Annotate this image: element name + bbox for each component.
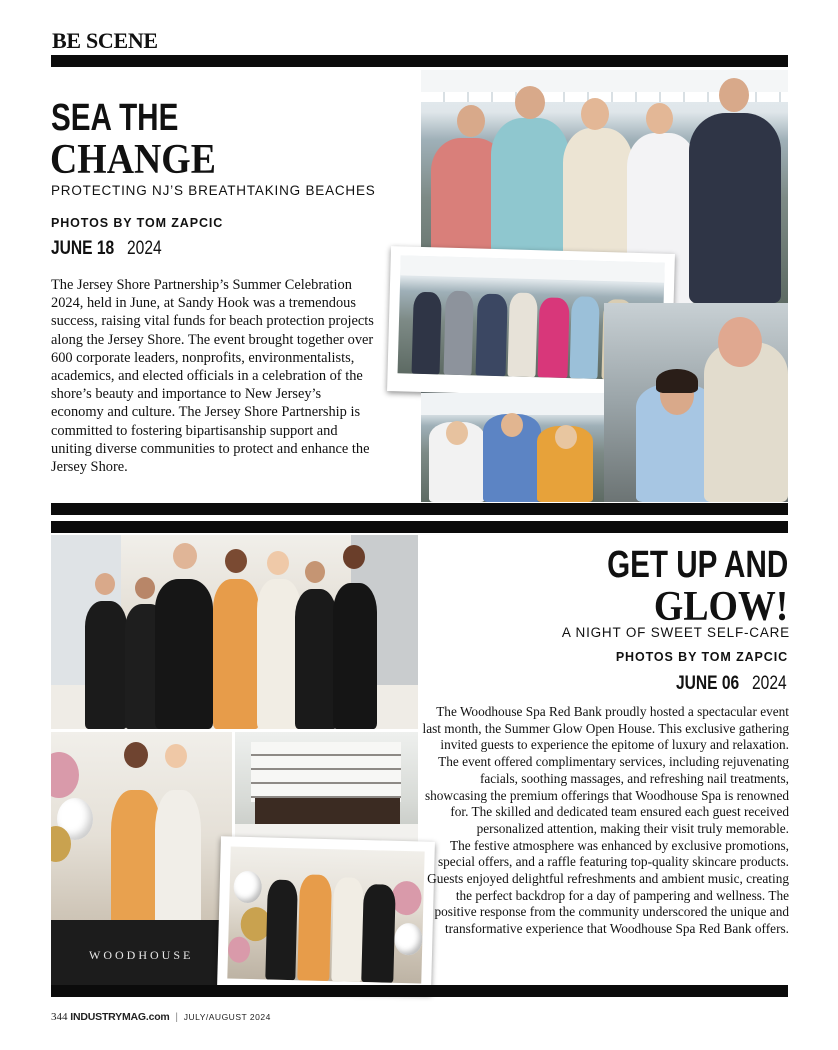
top-rule <box>51 55 788 67</box>
section-label: BE SCENE <box>52 28 158 53</box>
story2-photo-credit: PHOTOS BY TOM ZAPCIC <box>615 650 788 664</box>
story2-date <box>676 673 794 695</box>
photo-two-women-entrance <box>51 732 232 990</box>
story1-title-line1: SEA THE <box>51 97 179 139</box>
photo-pair-portrait <box>604 303 788 502</box>
woodhouse-mat-text: WOODHOUSE <box>89 948 194 962</box>
footer-issue: JULY/AUGUST 2024 <box>183 1012 271 1022</box>
story1-date-year: 2024 <box>126 238 162 259</box>
photo-spa-team <box>51 535 418 729</box>
photo-spa-retail-counter <box>235 732 418 847</box>
story2-body-paragraph-2: The festive atmosphere was enhanced by exclusive promotions, special offers, and a raffle featuring top-quality skincare products. Guests enjoyed delightful refreshments and ambient music, creating the perfect backdrop for a day of pampering and wellness. The positive response from the community underscored the unique and transformative experience that Woodhouse Spa Red Bank offers. <box>427 837 789 937</box>
story2-date-year: 2024 <box>751 673 787 694</box>
story2-body-paragraph-1: The Woodhouse Spa Red Bank proudly hosted a spectacular event last month, the Summer Glow Open House. This exclusive gathering invited guests to experience the epitome of luxury and relaxation. The event offered complimentary services, including rejuvenating facials, soothing massages, and refreshing nail treatments, showcasing the premium offerings that Woodhouse Spa is renowned for. The skilled and dedicated team ensured each guest received personalized attention, making their visit truly memorable. <box>422 704 789 836</box>
photo-three-women <box>421 393 604 502</box>
middle-rule-2 <box>51 521 788 533</box>
bottom-rule <box>51 985 788 997</box>
page-number: 344 <box>51 1011 68 1023</box>
story2-title-line2: GLOW! <box>653 584 788 630</box>
story2-title-line1: GET UP AND <box>606 544 788 586</box>
story1-photo-credit: PHOTOS BY TOM ZAPCIC <box>51 216 224 230</box>
story1-date-day: JUNE 18 <box>51 238 115 259</box>
story1-body: The Jersey Shore Partnership’s Summer Celebration 2024, held in June, at Sandy Hook was a tremendous success, raising vital funds for beach protection projects along the Jersey Shore. The event brought together over 600 corporate leaders, nonprofits, environmentalists, academics, and elected officials in a celebration of the shore’s beauty and importance to New Jersey’s economy and culture. The Jersey Shore Partnership is committed to fostering bipartisanship support and uniting diverse communities to protect and enhance the Jersey Shore. <box>51 277 374 476</box>
story1-date <box>51 238 169 260</box>
story2-date-day: JUNE 06 <box>675 673 740 694</box>
story2-body <box>420 704 789 938</box>
middle-rule <box>51 503 788 515</box>
footer-separator: | <box>175 1012 178 1023</box>
page-footer <box>51 1011 271 1023</box>
story1-subtitle: PROTECTING NJ’S BREATHTAKING BEACHES <box>51 183 376 198</box>
story1-title-line2: CHANGE <box>50 137 216 183</box>
footer-site-link[interactable]: INDUSTRYMAG.com <box>70 1011 170 1023</box>
photo-four-women-balloons <box>217 836 435 994</box>
story2-subtitle: A NIGHT OF SWEET SELF-CARE <box>561 625 790 640</box>
